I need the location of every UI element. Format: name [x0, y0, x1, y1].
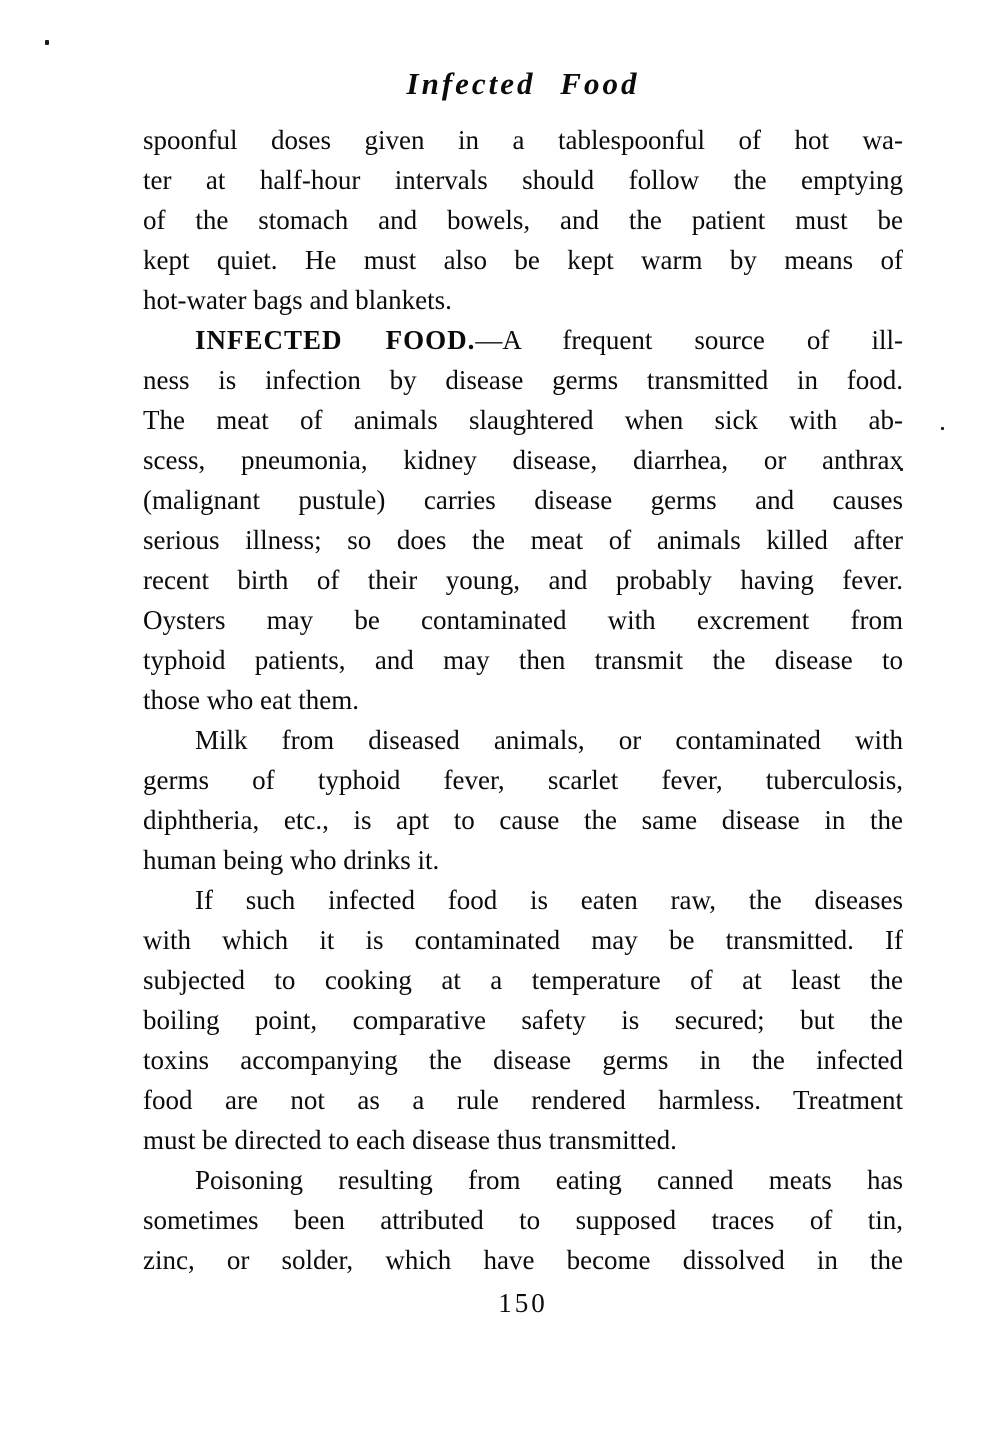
text-line: human being who drinks it. [143, 845, 440, 875]
text-line: must be directed to each disease thus transmitted. [143, 1125, 677, 1155]
text-line: subjected to cooking at a temperature of at least the [143, 965, 903, 995]
text-line: food are not as a rule rendered harmless. Treatment [143, 1085, 903, 1115]
text-line: zinc, or solder, which have become dissolved in the [143, 1245, 903, 1275]
text-line: The meat of animals slaughtered when sick with ab- [143, 405, 903, 435]
text-line: recent birth of their young, and probably having fever. [143, 565, 903, 595]
text-line: diphtheria, etc., is apt to cause the same disease in the [143, 805, 903, 835]
text-line: typhoid patients, and may then transmit the disease to [143, 645, 903, 675]
text-line: ter at half-hour intervals should follow the emptying [143, 165, 903, 195]
text-line: hot-water bags and blankets. [143, 285, 452, 315]
text-line: scess, pneumonia, kidney disease, diarrhea, or anthrax [143, 445, 903, 475]
text-block [143, 120, 903, 1280]
text-line: sometimes been attributed to supposed traces of tin, [143, 1205, 903, 1235]
text-line: spoonful doses given in a tablespoonful of hot wa- [143, 125, 903, 155]
text-line: Oysters may be contaminated with excrement from [143, 605, 903, 635]
text-line: serious illness; so does the meat of animals killed after [143, 525, 903, 555]
scan-speck [941, 427, 944, 430]
text-line: of the stomach and bowels, and the patient must be [143, 205, 903, 235]
page-number: 150 [498, 1288, 548, 1318]
text-line: (malignant pustule) carries disease germs and causes [143, 485, 903, 515]
text-line: those who eat them. [143, 685, 359, 715]
text-line: toxins accompanying the disease germs in the infected [143, 1045, 903, 1075]
text-line: with which it is contaminated may be transmitted. If [143, 925, 903, 955]
text-line: If such infected food is eaten raw, the diseases [195, 885, 903, 915]
text-line: boiling point, comparative safety is secured; but the [143, 1005, 903, 1035]
text-line: Poisoning resulting from eating canned meats has [195, 1165, 903, 1195]
paragraph-bold-lead: INFECTED FOOD. [195, 325, 476, 355]
text-line: kept quiet. He must also be kept warm by means of [143, 245, 903, 275]
text-line: Milk from diseased animals, or contaminated with [195, 725, 903, 755]
text-line: ness is infection by disease germs transmitted in food. [143, 365, 903, 395]
scan-speck [45, 40, 49, 45]
running-header: Infected Food [406, 66, 640, 101]
text-line: germs of typhoid fever, scarlet fever, tuberculosis, [143, 765, 903, 795]
text-line: INFECTED FOOD.—A frequent source of ill- [195, 325, 903, 355]
